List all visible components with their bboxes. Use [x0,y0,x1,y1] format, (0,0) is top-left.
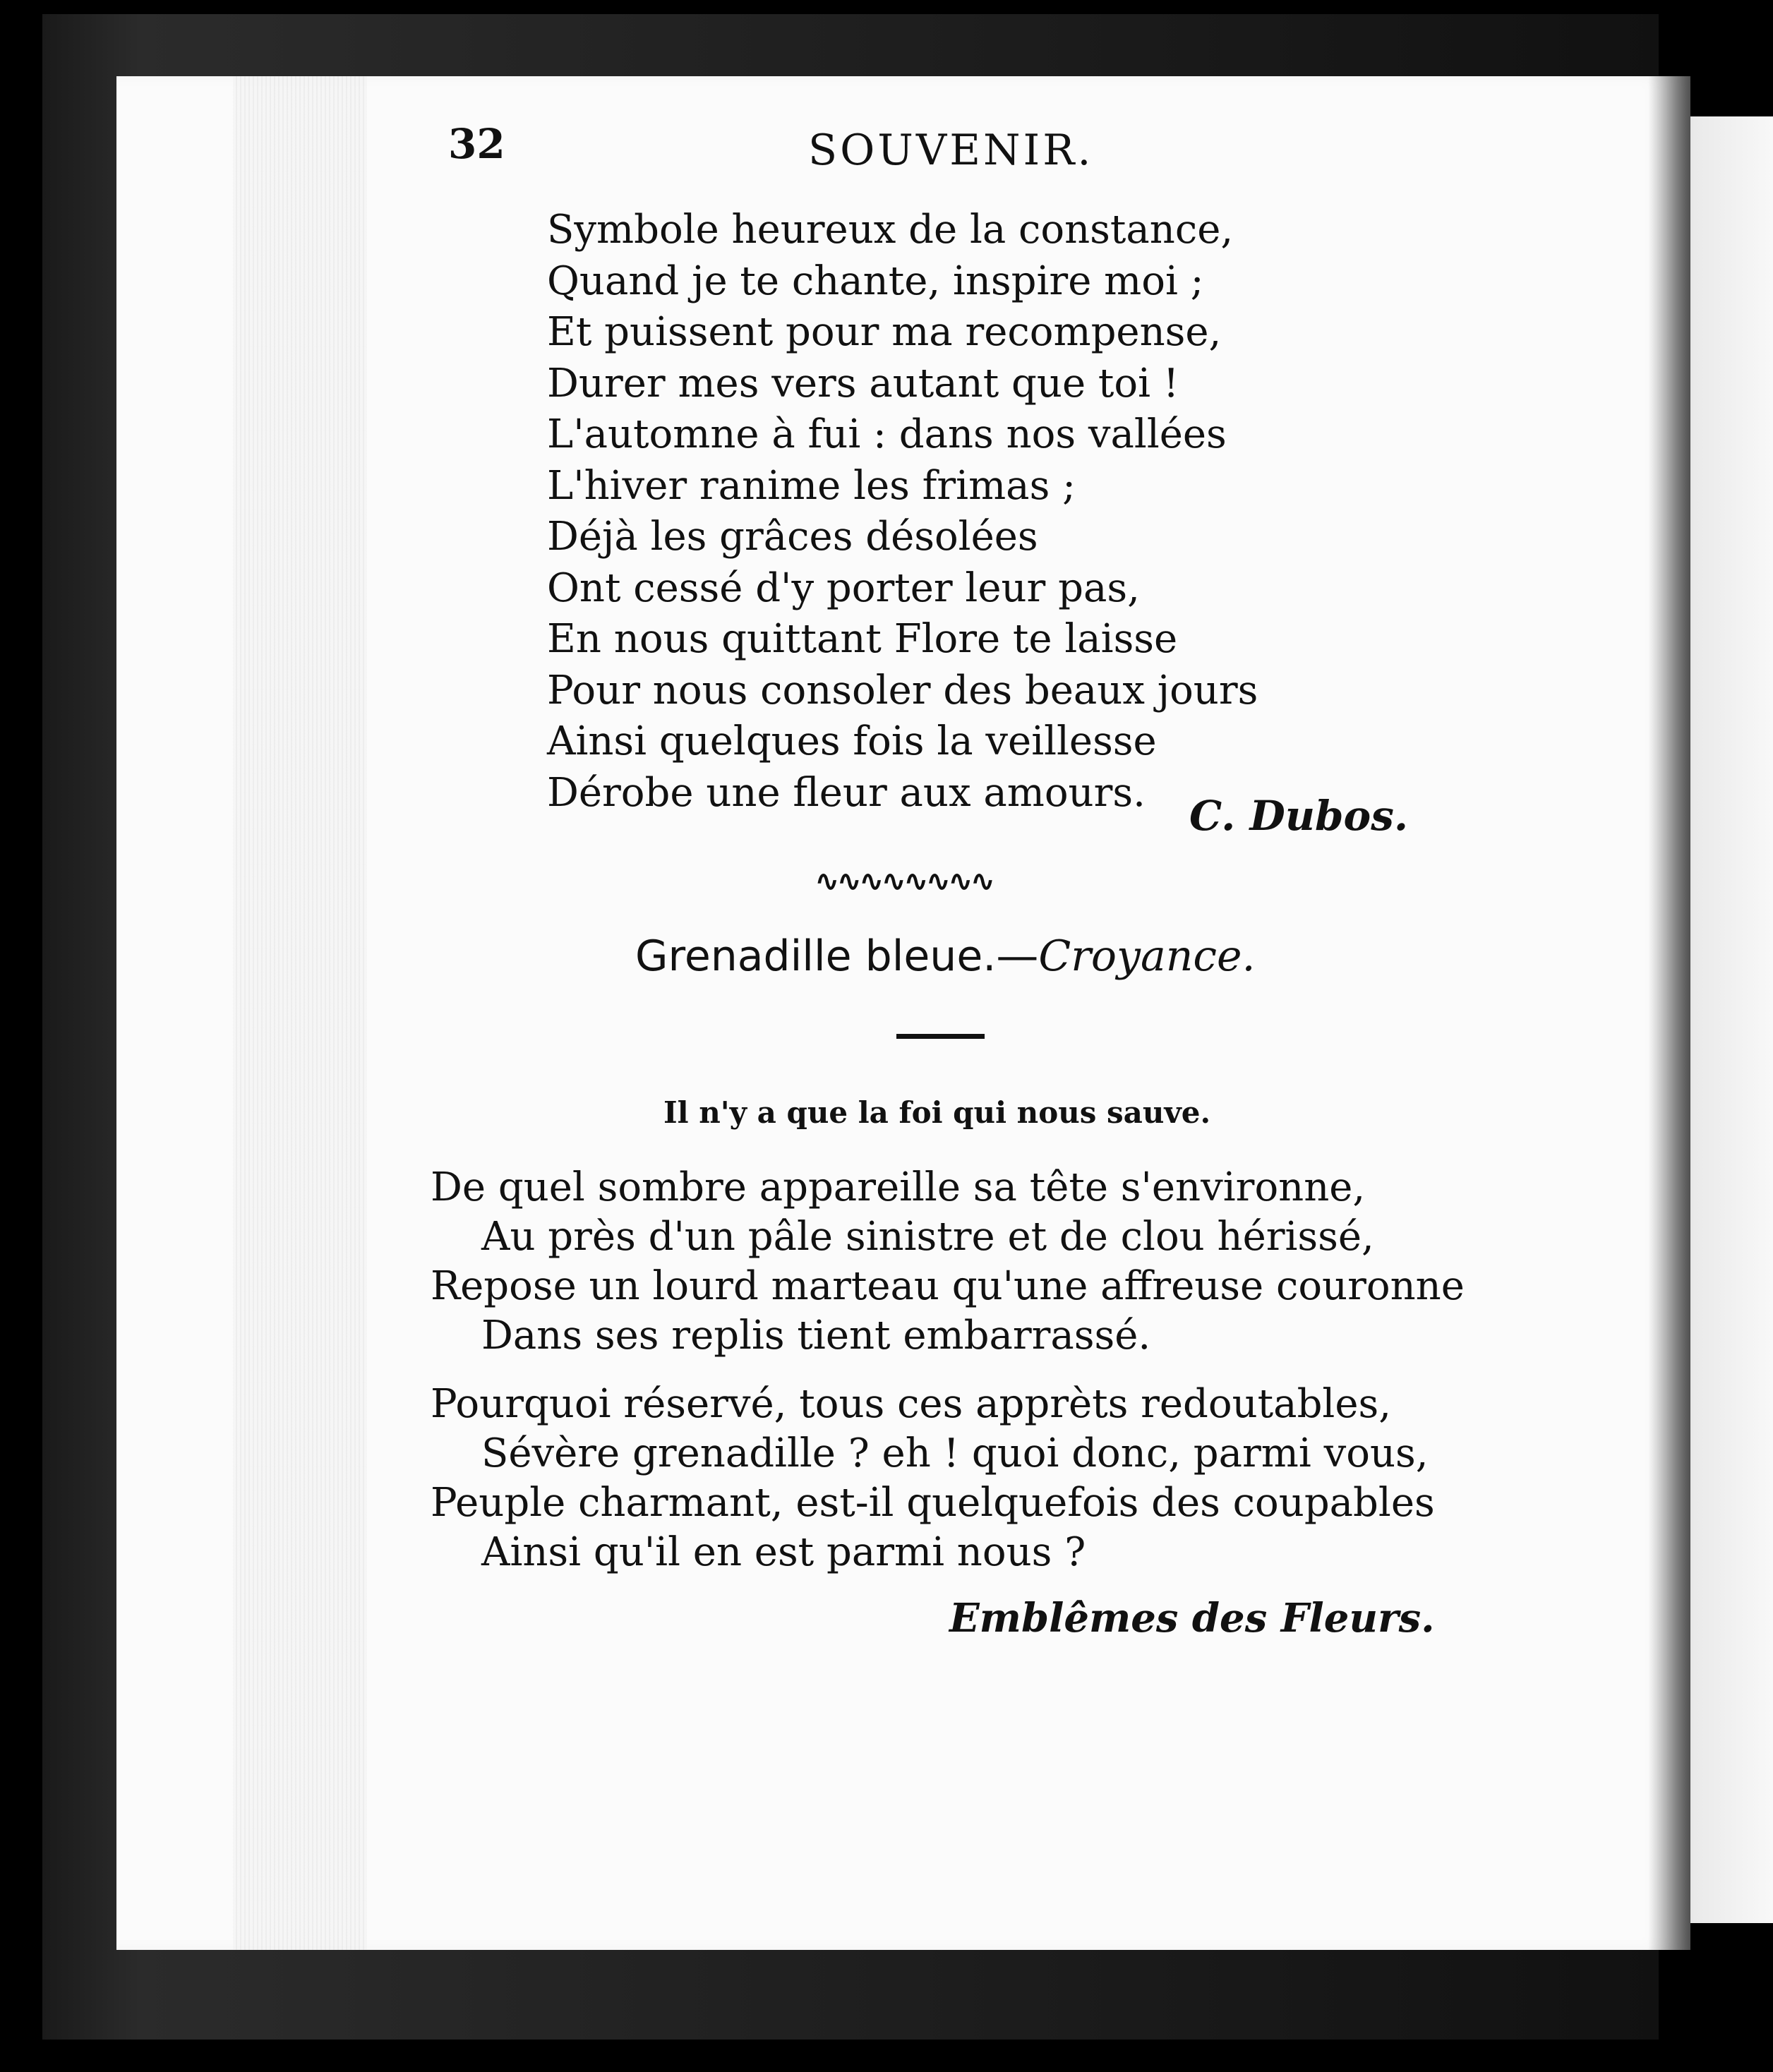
poem-line: Dans ses replis tient embarrassé. [481,1313,1151,1359]
poem-author: C. Dubos. [1189,792,1409,840]
poem-souvenir [547,205,1258,819]
section-title-italic: Croyance. [1038,932,1256,981]
poem-source: Emblêmes des Fleurs. [949,1595,1435,1642]
poem-line: Quand je te chante, inspire moi ; [547,258,1204,304]
page-number: 32 [448,120,505,168]
poem-line: Dérobe une fleur aux amours. [547,769,1146,816]
poem-line: De quel sombre appareille sa tête s'environne, [431,1164,1366,1210]
page-edges [233,76,367,1950]
poem-line: Pourquoi réservé, tous ces apprèts redoutables, [431,1381,1392,1427]
poem-line: Pour nous consoler des beaux jours [547,667,1258,713]
poem-line: Symbole heureux de la constance, [547,207,1234,253]
section-title-plain: Grenadille bleue.— [635,932,1039,981]
poem-line: Repose un lourd marteau qu'une affreuse couronne [431,1263,1465,1309]
running-header: SOUVENIR. [808,126,1094,175]
poem-line: Au près d'un pâle sinistre et de clou hérissé, [481,1214,1374,1260]
epigraph: Il n'y a que la foi qui nous sauve. [663,1095,1211,1130]
poem-line: L'automne à fui : dans nos vallées [547,411,1227,457]
poem-stanza [431,1163,1465,1361]
poem-line: Déjà les grâces désolées [547,514,1038,560]
poem-line: Ainsi quelques fois la veillesse [547,718,1157,764]
gutter-shadow [1648,76,1690,1950]
poem-stanza [431,1380,1435,1577]
poem-line: En nous quittant Flore te laisse [547,616,1178,662]
poem-line: Ont cessé d'y porter leur pas, [547,565,1140,611]
ornamental-divider: ∿∿∿∿∿∿∿∿ [815,865,994,898]
poem-line: L'hiver ranime les frimas ; [547,462,1076,509]
poem-line: Sévère grenadille ? eh ! quoi donc, parmi vous, [481,1430,1429,1476]
poem-line: Ainsi qu'il en est parmi nous ? [481,1529,1086,1575]
divider-rule [896,1034,985,1039]
section-title [635,932,1256,981]
poem-line: Durer mes vers autant que toi ! [547,360,1179,406]
poem-line: Peuple charmant, est-il quelquefois des coupables [431,1480,1435,1526]
poem-line: Et puissent pour ma recompense, [547,309,1222,355]
